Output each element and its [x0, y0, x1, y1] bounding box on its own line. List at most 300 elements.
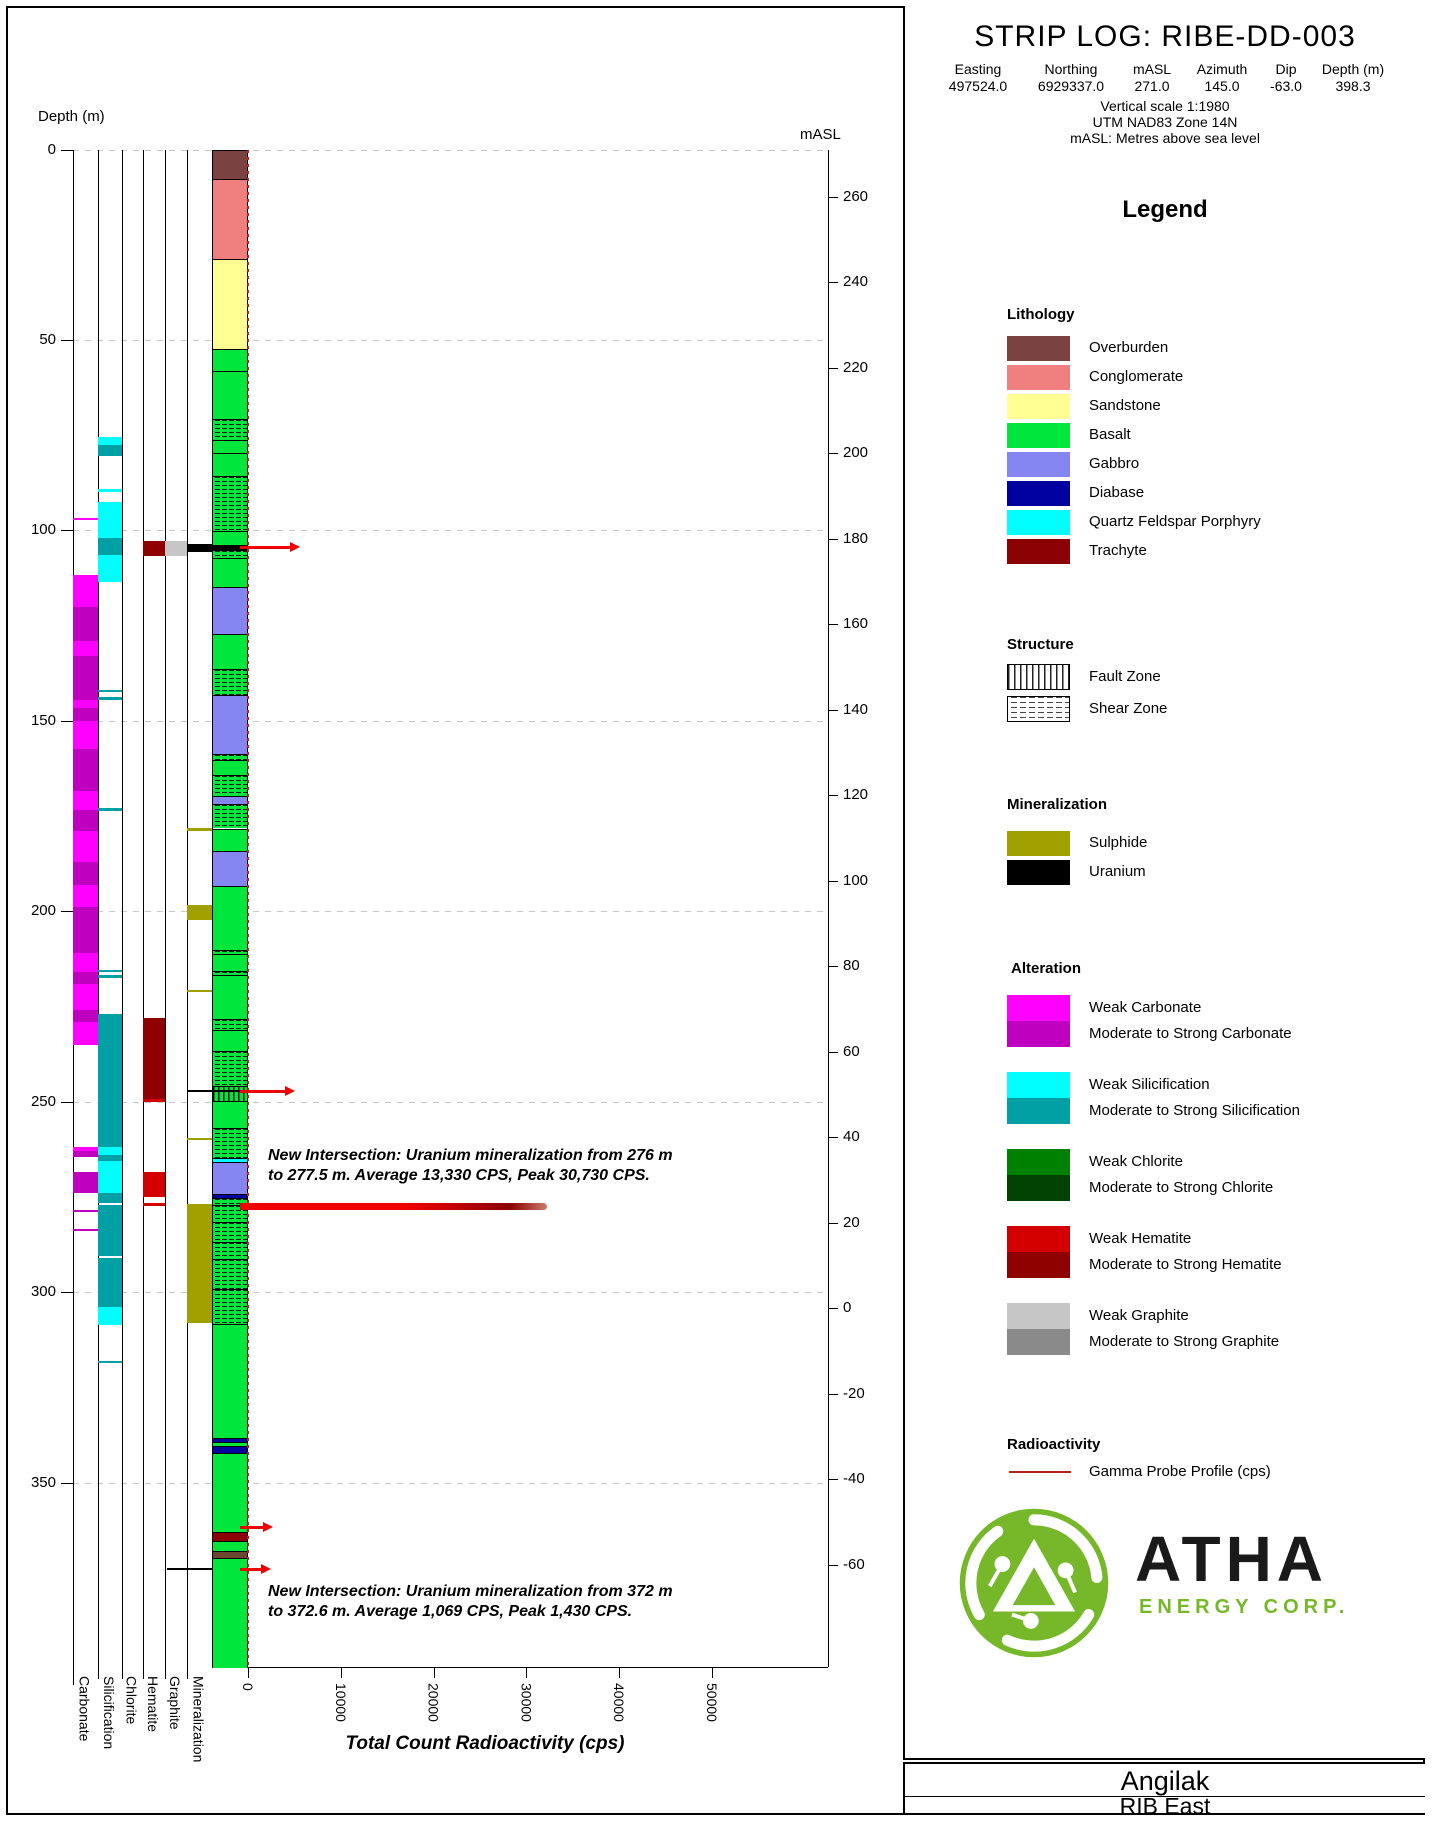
silicification-interval	[98, 538, 122, 555]
depth-tick-label: 200	[30, 902, 56, 920]
legend-group-alteration	[1007, 1149, 1367, 1201]
gamma-spike-major	[240, 1203, 547, 1210]
masl-tick	[828, 453, 838, 454]
collar-field-northing	[1021, 61, 1121, 95]
legend-swatch-strong	[1007, 1329, 1070, 1355]
carbonate-interval	[73, 1010, 98, 1021]
legend-swatch-strong	[1007, 1252, 1070, 1278]
gamma-line-sample	[1009, 1471, 1071, 1473]
collar-field-value: 497524.0	[948, 78, 1008, 94]
gamma-spike	[240, 546, 290, 549]
lithology-interval-gabbro	[213, 695, 247, 754]
project-name: Angilak	[1120, 1766, 1210, 1796]
lithology-interval-basalt	[213, 1558, 247, 1668]
lithology-interval-basalt	[213, 371, 247, 419]
carbonate-interval	[73, 1022, 98, 1045]
hematite-interval	[143, 1018, 165, 1099]
lithology-interval-basalt	[213, 1324, 247, 1438]
legend-swatch-strong	[1007, 1175, 1070, 1201]
hematite-interval	[143, 1099, 165, 1101]
depth-tick	[61, 1292, 73, 1293]
legend-item-label: Gabbro	[1089, 455, 1140, 472]
scale-notes	[905, 98, 1425, 146]
title-block-footer	[903, 1762, 1425, 1819]
carbonate-interval	[73, 708, 98, 721]
lithology-interval-shear	[213, 1259, 247, 1289]
column-label-graphite: Graphite	[167, 1676, 183, 1730]
radioactivity-tick-label: 20000	[425, 1683, 442, 1722]
carbonate-interval	[73, 953, 98, 972]
hematite-interval	[143, 541, 165, 555]
legend-item-label: Gamma Probe Profile (cps)	[1089, 1463, 1271, 1480]
legend-item-label: Quartz Feldspar Porphyry	[1089, 513, 1261, 530]
collar-field-value: 398.3	[1335, 78, 1371, 94]
gamma-spike-arrowhead	[263, 1522, 273, 1532]
mineralization-interval	[187, 1090, 212, 1092]
atha-logo-emblem	[955, 1504, 1113, 1662]
lithology-interval-shear	[213, 1222, 247, 1242]
lithology-interval-basalt	[213, 558, 247, 587]
legend-item-label: Trachyte	[1089, 542, 1147, 559]
collar-field-label: Azimuth	[1196, 61, 1248, 77]
silicification-interval	[98, 697, 122, 699]
depth-tick	[61, 340, 73, 341]
column-bottom-tick	[98, 1667, 99, 1679]
radioactivity-axis-title: Total Count Radioactivity (cps)	[345, 1733, 625, 1754]
gamma-spike	[240, 1526, 263, 1529]
carbonate-interval	[73, 984, 98, 1011]
legend-item-mineralization	[1007, 860, 1367, 885]
legend-title: Legend	[1122, 196, 1208, 223]
radioactivity-tick-label: 30000	[518, 1683, 535, 1722]
carbonate-interval	[73, 791, 98, 810]
masl-tick	[828, 1137, 838, 1138]
depth-tick-label: 300	[30, 1283, 56, 1301]
masl-tick	[828, 795, 838, 796]
annotation-line: New Intersection: Uranium mineralization from 372 m	[268, 1583, 673, 1600]
masl-tick	[828, 368, 838, 369]
masl-tick	[828, 197, 838, 198]
column-bottom-tick	[143, 1667, 144, 1679]
lithology-interval-basalt	[213, 349, 247, 372]
legend-swatch-weak	[1007, 1303, 1070, 1329]
legend-item-lithology	[1007, 423, 1367, 448]
legend-item-lithology	[1007, 510, 1367, 535]
collar-field-value: 145.0	[1204, 78, 1240, 94]
masl-tick-label: 120	[843, 786, 869, 804]
masl-tick-label: 20	[843, 1213, 860, 1231]
depth-tick	[61, 530, 73, 531]
masl-tick	[828, 539, 838, 540]
lithology-interval-fault	[213, 1086, 247, 1101]
legend-swatch-fault	[1007, 664, 1070, 690]
legend-swatch	[1007, 336, 1070, 361]
lithology-interval-dark_band	[213, 1551, 247, 1558]
masl-tick-label: -60	[843, 1555, 865, 1573]
masl-tick-label: 140	[843, 700, 869, 718]
legend-section-alteration: Alteration	[1011, 960, 1082, 977]
masl-tick-label: 40	[843, 1128, 860, 1145]
area-name: RIB East	[1119, 1793, 1211, 1819]
carbonate-interval	[73, 1151, 98, 1157]
silicification-interval	[98, 437, 122, 445]
page-title: STRIP LOG: RIBE-DD-003	[974, 20, 1356, 53]
lithology-interval-basalt	[213, 760, 247, 775]
legend-item-label: Moderate to Strong Graphite	[1089, 1333, 1280, 1350]
legend-swatch	[1007, 539, 1070, 564]
masl-tick-label: 160	[843, 615, 869, 633]
silicification-interval	[98, 445, 122, 456]
collar-field-value: -63.0	[1270, 78, 1302, 94]
silicification-interval	[98, 1258, 122, 1308]
masl-tick-label: 0	[843, 1299, 852, 1316]
carbonate-interval	[73, 907, 98, 953]
gamma-spike-arrowhead	[290, 542, 300, 552]
depth-tick-label: 250	[30, 1092, 56, 1110]
carbonate-interval	[73, 831, 98, 861]
lithology-interval-basalt	[213, 634, 247, 668]
legend-swatch-weak	[1007, 995, 1070, 1021]
masl-tick	[828, 881, 838, 882]
collar-field-dip	[1261, 61, 1311, 95]
depth-tick-label: 150	[30, 711, 56, 729]
legend-item-lithology	[1007, 481, 1367, 506]
legend-item-label: Uranium	[1089, 863, 1146, 880]
depth-tick-label: 350	[30, 1473, 56, 1491]
column-divider-line	[165, 150, 166, 1679]
column-label-silicification: Silicification	[101, 1676, 117, 1750]
legend-item-label: Weak Carbonate	[1089, 999, 1202, 1016]
legend-item-label: Basalt	[1089, 426, 1131, 443]
masl-tick-label: 100	[843, 871, 869, 889]
legend-item-label: Conglomerate	[1089, 368, 1184, 385]
legend-item-structure	[1007, 696, 1367, 722]
hematite-interval	[143, 1203, 165, 1206]
carbonate-interval	[73, 1229, 98, 1231]
legend-item-label: Moderate to Strong Chlorite	[1089, 1179, 1274, 1196]
silicification-interval	[98, 808, 122, 810]
column-bottom-tick	[187, 1667, 188, 1679]
lithology-interval-diabase	[213, 1446, 247, 1453]
masl-tick-label: 200	[843, 444, 869, 462]
masl-tick-label: 180	[843, 529, 869, 547]
masl-tick	[828, 1394, 838, 1395]
carbonate-interval	[73, 749, 98, 791]
depth-axis-title: Depth (m)	[38, 108, 105, 125]
legend-item-lithology	[1007, 539, 1367, 564]
silicification-interval	[98, 1193, 122, 1203]
legend-item-label: Weak Hematite	[1089, 1230, 1192, 1247]
lithology-interval-basalt	[213, 440, 247, 453]
lithology-interval-shear	[213, 476, 247, 531]
utm-zone-note: UTM NAD83 Zone 14N	[1092, 114, 1238, 130]
collar-field-value: 6929337.0	[1037, 78, 1105, 94]
legend-item-label: Moderate to Strong Silicification	[1089, 1102, 1300, 1119]
column-divider-line	[143, 150, 144, 1679]
lithology-interval-basalt	[213, 886, 247, 951]
lithology-interval-gabbro	[213, 796, 247, 804]
depth-tick	[61, 1102, 73, 1103]
legend-swatch	[1007, 394, 1070, 419]
legend-section-structure: Structure	[1007, 636, 1074, 653]
mineralization-interval	[187, 905, 212, 920]
mineralization-interval	[187, 1204, 212, 1323]
column-divider-line	[122, 150, 123, 1679]
carbonate-interval	[73, 656, 98, 700]
radioactivity-tick	[619, 1667, 620, 1678]
legend-item-label: Fault Zone	[1089, 668, 1161, 685]
legend-item-lithology	[1007, 365, 1367, 390]
legend-swatch	[1007, 365, 1070, 390]
radioactivity-tick-label: 10000	[332, 1683, 349, 1722]
silicification-interval	[98, 1307, 122, 1324]
gamma-spike	[240, 1568, 261, 1571]
gamma-spike	[240, 1090, 285, 1093]
annotation-line: to 372.6 m. Average 1,069 CPS, Peak 1,430 CPS.	[268, 1603, 633, 1620]
lithology-interval-conglomerate	[213, 179, 247, 259]
lithology-interval-sandstone	[213, 259, 247, 349]
masl-tick	[828, 710, 838, 711]
masl-tick-label: 240	[843, 273, 869, 291]
lithology-interval-gabbro	[213, 587, 247, 635]
legend-swatch	[1007, 831, 1070, 856]
silicification-interval	[98, 1205, 122, 1257]
legend-item-label: Sulphide	[1089, 834, 1148, 851]
masl-tick	[828, 1479, 838, 1480]
silicification-interval	[98, 555, 122, 582]
legend-item-lithology	[1007, 394, 1367, 419]
masl-axis-line	[828, 150, 829, 1667]
lithology-interval-shear	[213, 669, 247, 696]
column-bottom-tick	[73, 1667, 74, 1679]
lithology-interval-basalt	[213, 1030, 247, 1051]
mineralization-interval	[167, 1568, 212, 1570]
lithology-interval-shear	[213, 419, 247, 440]
legend-section-mineralization: Mineralization	[1007, 796, 1108, 813]
column-label-hematite: Hematite	[145, 1676, 161, 1733]
masl-tick-label: 60	[843, 1042, 860, 1060]
column-label-mineralization: Mineralization	[190, 1676, 207, 1763]
silicification-interval	[98, 489, 122, 493]
legend-swatch	[1007, 860, 1070, 885]
depth-tick-label: 100	[30, 521, 56, 539]
lithology-interval-trachyte	[213, 1532, 247, 1540]
lithology-interval-shear	[213, 1019, 247, 1030]
collar-field-easting	[935, 61, 1021, 95]
lithology-interval-shear	[213, 1242, 247, 1259]
lithology-interval-shear	[213, 1289, 247, 1323]
masl-tick	[828, 1308, 838, 1309]
logo-company-subtitle: ENERGY CORP.	[1139, 1596, 1350, 1618]
collar-field-label: Depth (m)	[1321, 61, 1385, 77]
legend-swatch	[1007, 481, 1070, 506]
masl-tick-label: 220	[843, 358, 869, 376]
carbonate-interval	[73, 700, 98, 708]
legend-item-lithology	[1007, 336, 1367, 361]
silicification-interval	[98, 690, 122, 692]
masl-tick	[828, 1565, 838, 1566]
legend-swatch	[1007, 510, 1070, 535]
company-logo	[955, 1504, 1385, 1669]
column-divider-line	[98, 150, 99, 1679]
legend-swatch-strong	[1007, 1098, 1070, 1124]
lithology-interval-basalt	[213, 1101, 247, 1128]
silicification-interval	[98, 970, 122, 972]
masl-tick	[828, 1223, 838, 1224]
lithology-interval-gabbro	[213, 1162, 247, 1194]
lithology-interval-basalt	[213, 1453, 247, 1532]
radioactivity-tick	[248, 1667, 249, 1678]
depth-tick	[61, 721, 73, 722]
carbonate-interval	[73, 575, 98, 606]
mineralization-interval	[187, 828, 212, 830]
carbonate-interval	[73, 885, 98, 908]
legend-item-label: Diabase	[1089, 484, 1145, 501]
radioactivity-tick	[712, 1667, 713, 1678]
collar-info-table	[905, 61, 1425, 95]
masl-axis-title: mASL	[800, 126, 841, 143]
lithology-interval-basalt	[213, 954, 247, 971]
annotation-intersection-372m	[268, 1582, 673, 1622]
masl-tick	[828, 966, 838, 967]
legend-item-radioactivity	[1007, 1462, 1367, 1484]
legend-section-radioactivity: Radioactivity	[1007, 1436, 1101, 1453]
legend-swatch-weak	[1007, 1072, 1070, 1098]
hematite-interval	[143, 1172, 165, 1197]
radioactivity-tick-label: 50000	[704, 1683, 720, 1722]
radioactivity-tick	[341, 1667, 342, 1678]
collar-field-value: 271.0	[1134, 78, 1170, 94]
column-bottom-tick	[165, 1667, 166, 1679]
annotation-line: New Intersection: Uranium mineralization from 276 m	[268, 1147, 673, 1164]
vertical-scale-note: Vertical scale 1:1980	[1100, 98, 1230, 114]
radioactivity-axis-line	[212, 1667, 828, 1668]
annotation-intersection-276m	[268, 1146, 673, 1186]
masl-tick-label: 260	[843, 187, 869, 205]
mineralization-interval	[187, 544, 212, 552]
silicification-interval	[98, 1147, 122, 1155]
collar-field-masl	[1121, 61, 1183, 95]
carbonate-interval	[73, 1210, 98, 1212]
legend-item-label: Weak Graphite	[1089, 1307, 1189, 1324]
lithology-interval-shear	[213, 550, 247, 558]
masl-definition-note: mASL: Metres above sea level	[1070, 130, 1260, 146]
lithology-interval-shear	[213, 775, 247, 796]
lithology-interval-basalt	[213, 975, 247, 1019]
silicification-interval	[98, 1361, 122, 1364]
gamma-spike-arrowhead	[261, 1564, 271, 1574]
column-label-carbonate: Carbonate	[76, 1676, 93, 1742]
masl-tick	[828, 282, 838, 283]
radioactivity-tick	[526, 1667, 527, 1678]
carbonate-interval	[73, 518, 98, 520]
carbonate-interval	[73, 972, 98, 983]
silicification-interval	[98, 1014, 122, 1147]
legend-group-alteration	[1007, 995, 1367, 1047]
legend-swatch-shear	[1007, 696, 1070, 722]
carbonate-interval	[73, 810, 98, 831]
radioactivity-tick-label: 40000	[611, 1683, 628, 1722]
gamma-spike-arrowhead	[285, 1086, 295, 1096]
masl-tick-label: -40	[843, 1470, 865, 1487]
legend-group-alteration	[1007, 1226, 1367, 1278]
legend-item-label: Moderate to Strong Carbonate	[1089, 1025, 1292, 1042]
depth-tick	[61, 1483, 73, 1484]
carbonate-interval	[73, 862, 98, 885]
legend-item-mineralization	[1007, 831, 1367, 856]
depth-tick-label: 50	[39, 330, 56, 348]
legend-section-lithology: Lithology	[1007, 306, 1075, 323]
logo-company-name: ATHA	[1135, 1523, 1328, 1595]
collar-field-label: Dip	[1275, 61, 1297, 77]
carbonate-interval	[73, 721, 98, 750]
annotation-line: to 277.5 m. Average 13,330 CPS, Peak 30,730 CPS.	[268, 1167, 650, 1184]
lithology-interval-shear	[213, 1128, 247, 1158]
legend-item-label: Shear Zone	[1089, 700, 1168, 717]
legend-item-label: Weak Chlorite	[1089, 1153, 1183, 1170]
legend-item-label: Moderate to Strong Hematite	[1089, 1256, 1282, 1273]
legend-group-alteration	[1007, 1303, 1367, 1355]
masl-tick-label: 80	[843, 957, 860, 974]
legend-item-label: Weak Silicification	[1089, 1076, 1210, 1093]
lithology-interval-basalt	[213, 453, 247, 476]
lithology-interval-basalt	[213, 1541, 247, 1551]
radioactivity-tick	[434, 1667, 435, 1678]
column-label-chlorite: Chlorite	[123, 1676, 140, 1725]
legend-item-lithology	[1007, 452, 1367, 477]
legend-item-label: Sandstone	[1089, 397, 1161, 414]
radioactivity-tick-label: 0	[240, 1683, 256, 1691]
depth-tick	[61, 150, 73, 151]
legend-swatch-strong	[1007, 1021, 1070, 1047]
collar-field-depthm	[1311, 61, 1395, 95]
legend-swatch	[1007, 423, 1070, 448]
lithology-interval-basalt	[213, 829, 247, 852]
lithology-interval-overburden	[213, 151, 247, 180]
collar-field-label: Northing	[1044, 61, 1098, 77]
carbonate-interval	[73, 641, 98, 656]
legend-swatch-weak	[1007, 1149, 1070, 1175]
masl-tick	[828, 1052, 838, 1053]
legend-swatch-weak	[1007, 1226, 1070, 1252]
silicification-interval	[98, 975, 122, 977]
silicification-interval	[98, 502, 122, 538]
lithology-interval-gabbro	[213, 851, 247, 885]
lithology-interval-shear	[213, 1051, 247, 1085]
lithology-interval-basalt	[213, 531, 247, 545]
graphite-interval	[165, 541, 187, 555]
collar-field-label: Easting	[954, 61, 1002, 77]
depth-tick-label: 0	[47, 140, 56, 158]
legend-item-structure	[1007, 664, 1367, 690]
carbonate-interval	[73, 607, 98, 641]
info-panel	[903, 6, 1425, 1760]
masl-tick-label: -20	[843, 1384, 865, 1402]
gamma-baseline	[247, 150, 249, 1667]
legend-swatch	[1007, 452, 1070, 477]
silicification-interval	[98, 1161, 122, 1193]
masl-tick	[828, 624, 838, 625]
legend-item-label: Overburden	[1089, 339, 1169, 356]
lithology-column	[212, 150, 248, 1667]
carbonate-interval	[73, 1172, 98, 1193]
collar-field-label: mASL	[1132, 61, 1172, 77]
depth-tick	[61, 911, 73, 912]
mineralization-interval	[187, 990, 212, 992]
legend-group-alteration	[1007, 1072, 1367, 1124]
lithology-interval-shear	[213, 804, 247, 829]
mineralization-interval	[187, 1138, 212, 1140]
